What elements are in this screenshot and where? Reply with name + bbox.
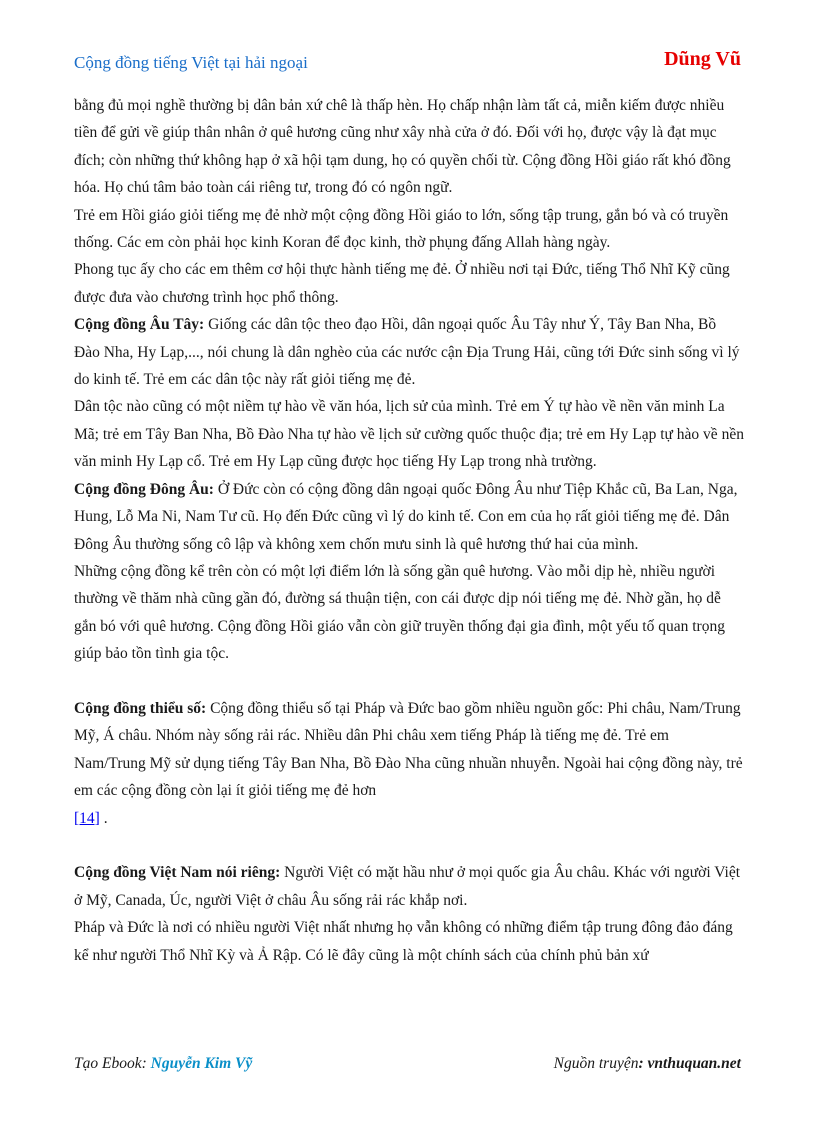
paragraph-text: Phong tục ấy cho các em thêm cơ hội thực hành tiếng mẹ đẻ. Ở nhiều nơi tại Đức, tiếng Thổ Nhĩ Kỹ cũng được đưa vào chương trình học phổ thông.	[74, 261, 730, 306]
footer-source	[554, 1055, 741, 1073]
paragraph-text: Những cộng đồng kể trên còn có một lợi điểm lớn là sống gần quê hương. Vào mỗi dịp hè, nhiều người thường về thăm nhà cũng gần đó, đường sá thuận tiện, con cái được dịp nói tiếng mẹ đẻ. Nhờ gần, họ dễ gắn bó với quê hương. Cộng đồng Hồi giáo vẫn còn giữ truyền thống đại gia đình, một yếu tố quan trọng giúp bảo tồn tình gia tộc.	[74, 562, 725, 663]
paragraph-viet-nam-2	[74, 914, 744, 969]
paragraph-text: Giống các dân tộc theo đạo Hồi, dân ngoại quốc Âu Tây như Ý, Tây Ban Nha, Bồ Đào Nha, Hy Lạp,..., nói chung là dân nghèo của các nước cận Địa Trung Hải, cũng tới Đức sinh sống vì lý do kinh tế. Trẻ em các dân tộc này rất giỏi tiếng mẹ đẻ.	[74, 316, 740, 389]
paragraph-3	[74, 256, 744, 311]
paragraph-text: Ở Đức còn có cộng đồng dân ngoại quốc Đông Âu như Tiệp Khắc cũ, Ba Lan, Nga, Hung, Lỗ Ma Ni, Nam Tư cũ. Họ đến Đức cũng vì lý do kinh tế. Con em của họ rất giỏi tiếng mẹ đẻ. Dân Đông Âu thường sống cô lập và không xem chốn mưu sinh là quê hương thứ hai của mình.	[74, 480, 738, 553]
paragraph-dong-au	[74, 476, 744, 558]
footnote-link[interactable]: [14]	[74, 809, 100, 827]
footer-site: vnthuquan.net	[647, 1055, 741, 1072]
paragraph-text: Dân tộc nào cũng có một niềm tự hào về văn hóa, lịch sử của mình. Trẻ em Ý tự hào về nền văn minh La Mã; trẻ em Tây Ban Nha, Bồ Đào Nha tự hào về lịch sử cường quốc thuộc địa; trẻ em Hy Lạp tự hào về nền văn minh Hy Lạp cổ. Trẻ em Hy Lạp cũng được học tiếng Hy Lạp trong nhà trường.	[74, 398, 744, 471]
section-label: Cộng đồng Đông Âu:	[74, 480, 214, 498]
paragraph-5	[74, 393, 744, 475]
section-label: Cộng đồng thiểu số:	[74, 699, 207, 717]
footer-source-label: Nguồn truyện	[553, 1055, 639, 1072]
footer-credit	[74, 1055, 252, 1073]
paragraph-au-tay	[74, 311, 744, 393]
paragraph-thieu-so	[74, 695, 744, 832]
page-footer	[74, 1055, 741, 1077]
footer-sep: :	[141, 1055, 151, 1072]
header-title: Cộng đồng tiếng Việt tại hải ngoại	[74, 53, 308, 72]
paragraph-text: Trẻ em Hồi giáo giỏi tiếng mẹ đẻ nhờ một cộng đồng Hồi giáo to lớn, sống tập trung, gắn bó và có truyền thống. Các em còn phải học kinh Koran để đọc kinh, thờ phụng đấng Allah hàng ngày.	[74, 206, 729, 252]
footnote-suffix: .	[99, 809, 108, 827]
footer-credit-label: Tạo Ebook	[74, 1055, 142, 1072]
paragraph-7	[74, 558, 744, 668]
paragraph-text: Người Việt có mặt hầu như ở mọi quốc gia Âu châu. Khác với người Việt ở Mỹ, Canada, Úc, người Việt ở châu Âu sống rải rác khắp nơi.	[74, 864, 741, 909]
paragraph-text: Cộng đồng thiểu số tại Pháp và Đức bao gồm nhiều nguồn gốc: Phi châu, Nam/Trung Mỹ, Á châu. Nhóm này sống rải rác. Nhiều dân Phi châu xem tiếng Pháp là tiếng mẹ đẻ. Trẻ em Nam/Trung Mỹ sử dụng tiếng Tây Ban Nha, Bồ Đào Nha cũng nhuần nhuyễn. Ngoài hai cộng đồng này, trẻ em các cộng đồng còn lại ít giỏi tiếng mẹ đẻ hơn	[74, 699, 743, 800]
paragraph-text: bằng đủ mọi nghề thường bị dân bản xứ chê là thấp hèn. Họ chấp nhận làm tất cả, miễn kiếm được nhiều tiền để gửi về giúp thân nhân ở quê hương cũng như xây nhà cửa ở đó. Đối với họ, được vậy là đạt mục đích; còn những thứ không hạp ở xã hội tạm dung, họ có quyền chối từ. Cộng đồng Hồi giáo rất khó đồng hóa. Họ chú tâm bảo toàn cái riêng tư, trong đó có ngôn ngữ.	[74, 97, 731, 197]
paragraph-2	[74, 202, 744, 257]
footer-author-name: Nguyễn Kim Vỹ	[150, 1055, 253, 1072]
footer-sep: :	[638, 1055, 648, 1072]
header-author: Dũng Vũ	[664, 48, 741, 70]
page-header	[74, 48, 741, 78]
paragraph-text: Pháp và Đức là nơi có nhiều người Việt nhất nhưng họ vẫn không có những điểm tập trung đông đảo đáng kể như người Thổ Nhĩ Kỳ và Ả Rập. Có lẽ đây cũng là một chính sách của chính phủ bản xứ	[74, 919, 733, 964]
paragraph-1	[74, 92, 744, 202]
section-label: Cộng đồng Âu Tây:	[74, 316, 205, 334]
page-body	[74, 92, 744, 969]
paragraph-viet-nam	[74, 859, 744, 914]
section-label: Cộng đồng Việt Nam nói riêng:	[74, 864, 281, 882]
